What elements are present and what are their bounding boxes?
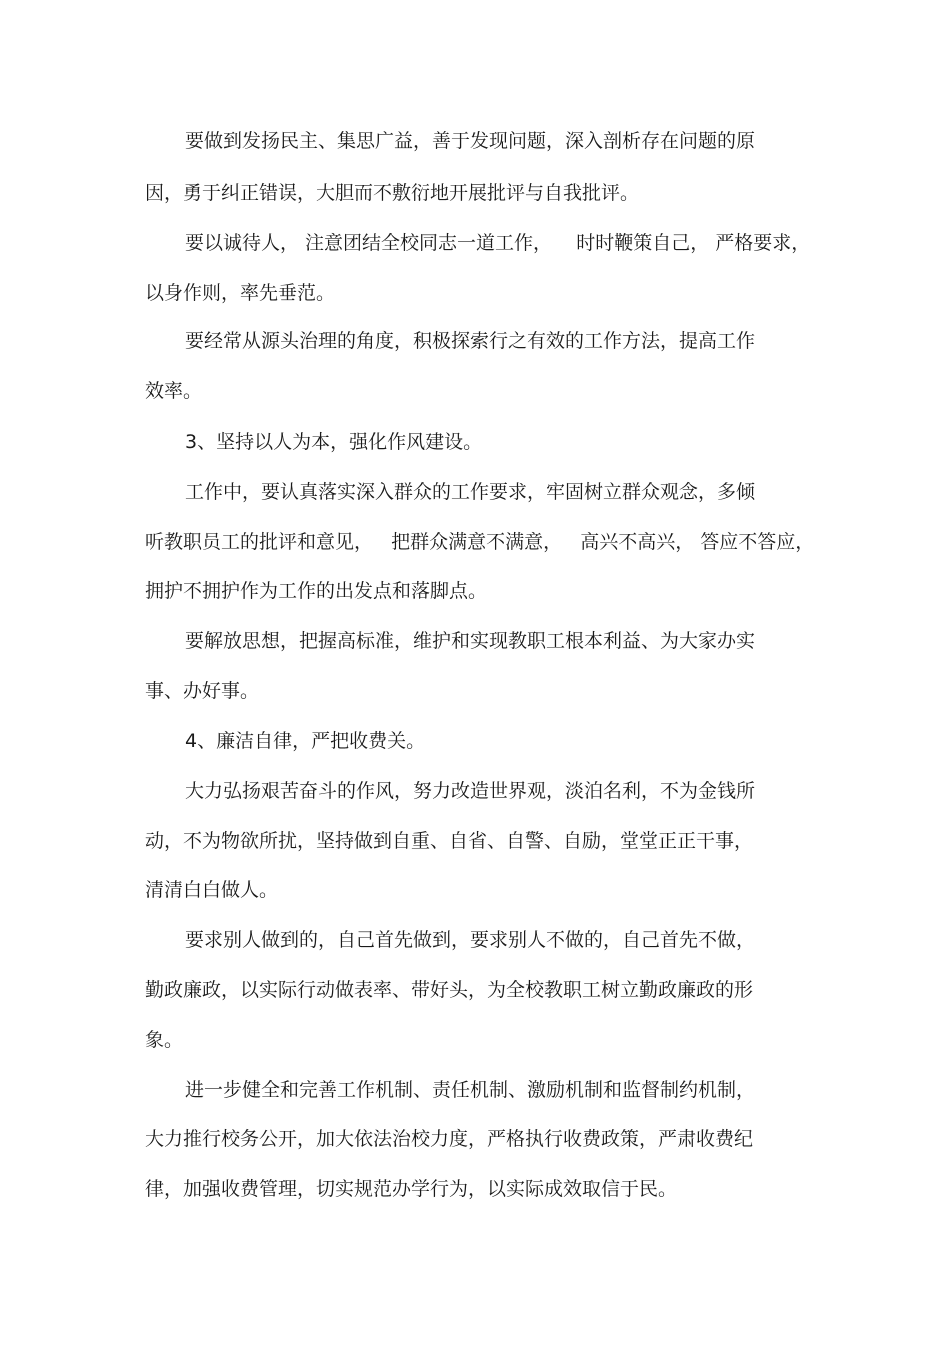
- paragraph-line: 进一步健全和完善工作机制、责任机制、激励机制和监督制约机制，: [185, 1079, 756, 1101]
- paragraph-line: 律，加强收费管理，切实规范办学行为，以实际成效取信于民。: [145, 1178, 678, 1200]
- paragraph-line: 象。: [145, 1029, 184, 1051]
- paragraph-line: 听教职员工的批评和意见， 把群众满意不满意， 高兴不高兴， 答应不答应，: [145, 531, 815, 553]
- paragraph-line: 拥护不拥护作为工作的出发点和落脚点。: [145, 580, 488, 602]
- paragraph-line: 工作中，要认真落实深入群众的工作要求，牢固树立群众观念，多倾: [185, 481, 756, 503]
- paragraph-line: 要以诚待人， 注意团结全校同志一道工作， 时时鞭策自己， 严格要求，: [185, 232, 811, 254]
- paragraph-line: 清清白白做人。: [145, 879, 279, 901]
- paragraph-line: 大力推行校务公开，加大依法治校力度，严格执行收费政策，严肃收费纪: [145, 1128, 754, 1150]
- paragraph-line: 动，不为物欲所扰，坚持做到自重、自省、自警、自励，堂堂正正干事，: [145, 830, 754, 852]
- paragraph-line: 勤政廉政，以实际行动做表率、带好头，为全校教职工树立勤政廉政的形: [145, 979, 754, 1001]
- paragraph-line: 要求别人做到的，自己首先做到，要求别人不做的，自己首先不做，: [185, 929, 756, 951]
- paragraph-line: 以身作则，率先垂范。: [145, 282, 336, 304]
- paragraph-line: 因，勇于纠正错误，大胆而不敷衍地开展批评与自我批评。: [145, 182, 640, 204]
- paragraph-line: 要解放思想，把握高标准，维护和实现教职工根本利益、为大家办实: [185, 630, 756, 652]
- paragraph-line: 效率。: [145, 380, 203, 402]
- section-heading: 4、廉洁自律，严把收费关。: [185, 730, 426, 752]
- paragraph-line: 事、办好事。: [145, 680, 260, 702]
- paragraph-line: 要经常从源头治理的角度，积极探索行之有效的工作方法，提高工作: [185, 330, 756, 352]
- paragraph-line: 大力弘扬艰苦奋斗的作风，努力改造世界观，淡泊名利，不为金钱所: [185, 780, 756, 802]
- section-heading: 3、坚持以人为本，强化作风建设。: [185, 431, 483, 453]
- paragraph-line: 要做到发扬民主、集思广益，善于发现问题，深入剖析存在问题的原: [185, 130, 756, 152]
